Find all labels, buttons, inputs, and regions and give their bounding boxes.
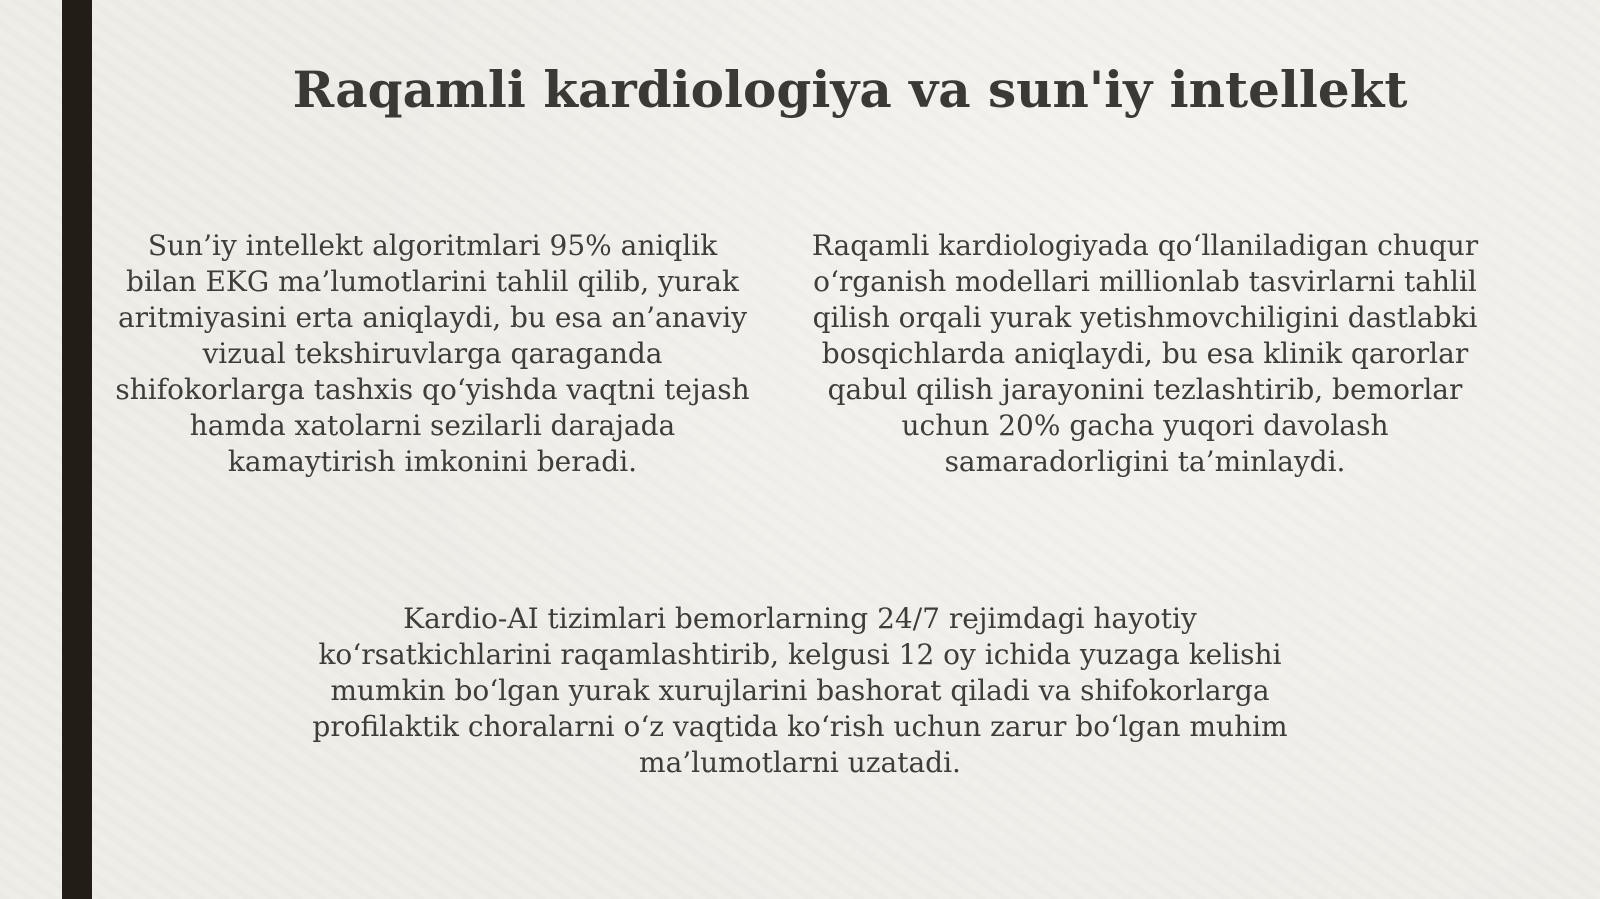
paragraph-right: Raqamli kardiologiyada qo‘llaniladigan chuqur o‘rganish modellari millionlab tasvirlarni tahlil qilish orqali yurak yetishmovchiligini dastlabki bosqichlarda aniqlaydi, bu esa klinik qarorlar qabul qilish jarayonini tezlashtirib, bemorlar uchun 20% gacha yuqori davolash samaradorligini ta’minlaydi.: [811, 229, 1479, 478]
paragraph-bottom: Kardio-AI tizimlari bemorlarning 24/7 rejimdagi hayotiy ko‘rsatkichlarini raqamlashtirib, kelgusi 12 oy ichida yuzaga kelishi mumkin bo‘lgan yurak xurujlarini bashorat qiladi va shifokorlarga profilaktik choralarni o‘z vaqtida ko‘rish uchun zarur bo‘lgan muhim ma’lumotlarni uzatadi.: [312, 602, 1288, 779]
paragraph-left: Sun’iy intellekt algoritmlari 95% aniqlik bilan EKG ma’lumotlarini tahlil qilib, yurak aritmiyasini erta aniqlaydi, bu esa an’anaviy vizual tekshiruvlarga qaraganda shifokorlarga tashxis qo‘yishda vaqtni tejash hamda xatolarni sezilarli darajada kamaytirish imkonini beradi.: [115, 229, 750, 478]
accent-side-bar: [62, 0, 92, 899]
slide-title: Raqamli kardiologiya va sun'iy intellekt: [292, 60, 1408, 119]
